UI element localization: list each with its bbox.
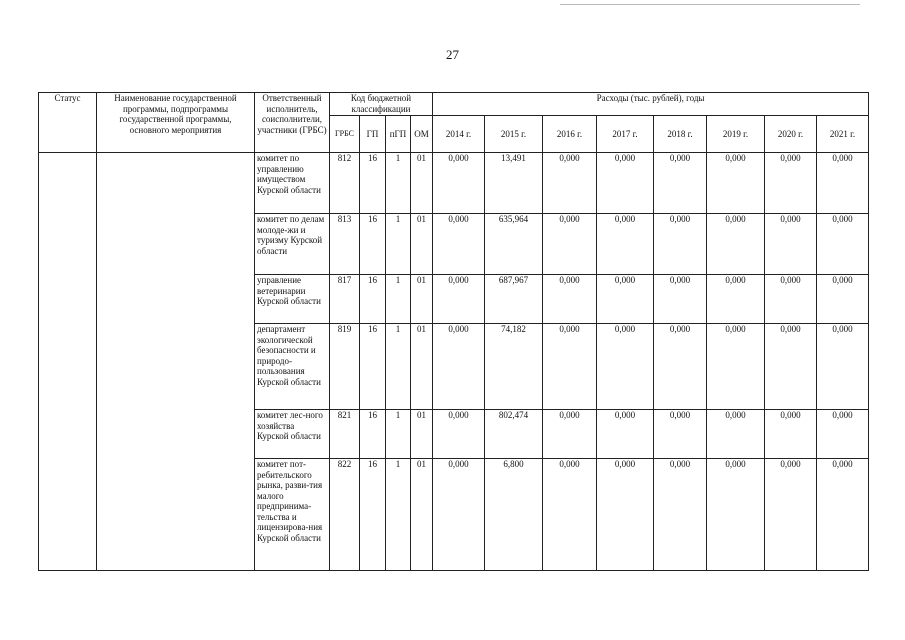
grbs-cell: 813 (330, 214, 360, 275)
value-2017: 0,000 (597, 459, 654, 571)
om-cell: 01 (411, 459, 433, 571)
executor-cell: управление ветеринарии Курской области (255, 275, 330, 324)
header-status: Статус (39, 93, 97, 153)
executor-cell: комитет по делам молоде-жи и туризму Курской области (255, 214, 330, 275)
value-2019: 0,000 (707, 275, 765, 324)
gp-cell: 16 (360, 214, 386, 275)
table-row (39, 153, 869, 214)
value-2014: 0,000 (433, 459, 485, 571)
header-year-2017: 2017 г. (597, 116, 654, 153)
om-cell: 01 (411, 275, 433, 324)
value-2015: 635,964 (485, 214, 543, 275)
value-2014: 0,000 (433, 324, 485, 410)
value-2019: 0,000 (707, 153, 765, 214)
header-year-2016: 2016 г. (543, 116, 597, 153)
value-2019: 0,000 (707, 324, 765, 410)
header-expenses: Расходы (тыс. рублей), годы (433, 93, 869, 116)
gp-cell: 16 (360, 275, 386, 324)
pgp-cell: 1 (386, 214, 411, 275)
value-2016: 0,000 (543, 459, 597, 571)
header-year-2014: 2014 г. (433, 116, 485, 153)
gp-cell: 16 (360, 459, 386, 571)
value-2020: 0,000 (765, 214, 817, 275)
value-2016: 0,000 (543, 153, 597, 214)
om-cell: 01 (411, 214, 433, 275)
value-2018: 0,000 (654, 410, 707, 459)
value-2016: 0,000 (543, 214, 597, 275)
executor-cell: комитет пот-ребительского рынка, разви-тия малого предпринима-тельства и лицензирова-ния Курской области (255, 459, 330, 571)
name-cell (97, 153, 255, 571)
value-2017: 0,000 (597, 275, 654, 324)
header-year-2019: 2019 г. (707, 116, 765, 153)
value-2017: 0,000 (597, 324, 654, 410)
value-2021: 0,000 (817, 324, 869, 410)
om-cell: 01 (411, 324, 433, 410)
header-pgp: пГП (386, 116, 411, 153)
header-executor: Ответственный исполнитель, соисполнители, участники (ГРБС) (255, 93, 330, 153)
pgp-cell: 1 (386, 324, 411, 410)
executor-cell: департамент экологической безопасности и природо-пользования Курской области (255, 324, 330, 410)
value-2014: 0,000 (433, 214, 485, 275)
value-2014: 0,000 (433, 410, 485, 459)
executor-cell: комитет по управлению имуществом Курской области (255, 153, 330, 214)
header-grbs: ГРБС (330, 116, 360, 153)
grbs-cell: 821 (330, 410, 360, 459)
grbs-cell: 812 (330, 153, 360, 214)
gp-cell: 16 (360, 153, 386, 214)
value-2016: 0,000 (543, 324, 597, 410)
value-2020: 0,000 (765, 324, 817, 410)
value-2018: 0,000 (654, 153, 707, 214)
header-om: ОМ (411, 116, 433, 153)
value-2021: 0,000 (817, 410, 869, 459)
pgp-cell: 1 (386, 153, 411, 214)
grbs-cell: 817 (330, 275, 360, 324)
value-2017: 0,000 (597, 214, 654, 275)
executor-cell: комитет лес-ного хозяйства Курской области (255, 410, 330, 459)
value-2015: 6,800 (485, 459, 543, 571)
status-cell (39, 153, 97, 571)
value-2019: 0,000 (707, 459, 765, 571)
budget-table (38, 92, 869, 571)
value-2018: 0,000 (654, 459, 707, 571)
value-2018: 0,000 (654, 324, 707, 410)
page-number: 27 (446, 47, 459, 62)
value-2019: 0,000 (707, 410, 765, 459)
value-2014: 0,000 (433, 275, 485, 324)
value-2020: 0,000 (765, 153, 817, 214)
value-2015: 802,474 (485, 410, 543, 459)
value-2021: 0,000 (817, 275, 869, 324)
value-2016: 0,000 (543, 410, 597, 459)
value-2020: 0,000 (765, 410, 817, 459)
om-cell: 01 (411, 153, 433, 214)
pgp-cell: 1 (386, 275, 411, 324)
header-budget-code: Код бюджетной классификации (330, 93, 433, 116)
header-gp: ГП (360, 116, 386, 153)
value-2015: 74,182 (485, 324, 543, 410)
scan-edge-line (560, 4, 860, 5)
value-2015: 687,967 (485, 275, 543, 324)
value-2021: 0,000 (817, 153, 869, 214)
header-name: Наименование государственной программы, подпрограммы государственной программы, основного мероприятия (97, 93, 255, 153)
value-2020: 0,000 (765, 275, 817, 324)
value-2016: 0,000 (543, 275, 597, 324)
value-2018: 0,000 (654, 275, 707, 324)
value-2017: 0,000 (597, 410, 654, 459)
value-2019: 0,000 (707, 214, 765, 275)
grbs-cell: 822 (330, 459, 360, 571)
value-2021: 0,000 (817, 214, 869, 275)
value-2015: 13,491 (485, 153, 543, 214)
value-2020: 0,000 (765, 459, 817, 571)
pgp-cell: 1 (386, 410, 411, 459)
header-year-2020: 2020 г. (765, 116, 817, 153)
gp-cell: 16 (360, 410, 386, 459)
header-year-2015: 2015 г. (485, 116, 543, 153)
gp-cell: 16 (360, 324, 386, 410)
value-2014: 0,000 (433, 153, 485, 214)
header-year-2021: 2021 г. (817, 116, 869, 153)
header-year-2018: 2018 г. (654, 116, 707, 153)
value-2017: 0,000 (597, 153, 654, 214)
value-2021: 0,000 (817, 459, 869, 571)
pgp-cell: 1 (386, 459, 411, 571)
value-2018: 0,000 (654, 214, 707, 275)
grbs-cell: 819 (330, 324, 360, 410)
om-cell: 01 (411, 410, 433, 459)
